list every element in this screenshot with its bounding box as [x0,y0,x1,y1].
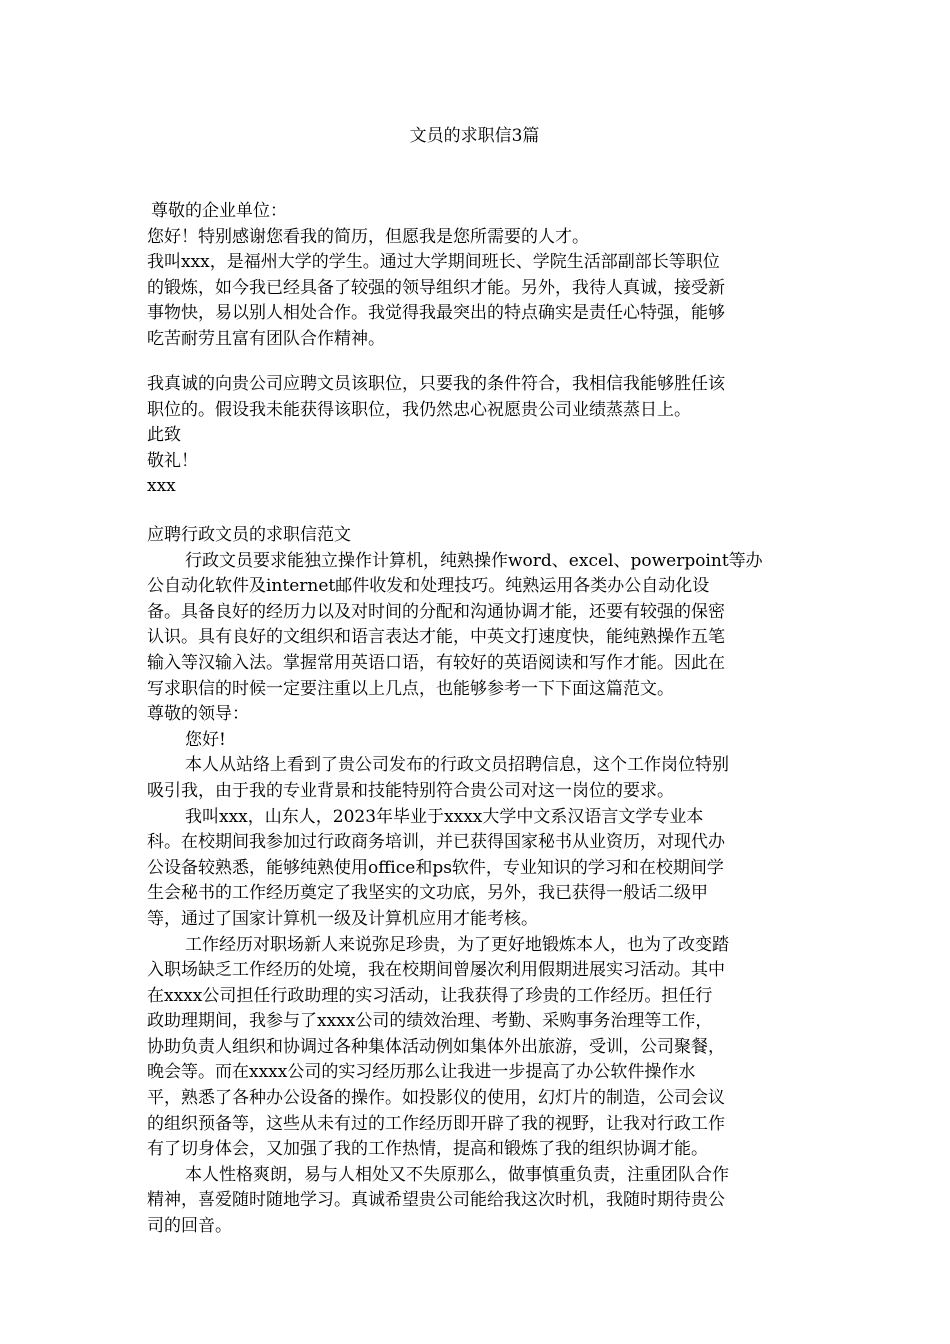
letter1-closing: 敬礼！ [147,450,198,471]
letter2-greeting: 您好! [185,729,226,750]
letter2-intro-line: 输入等汉输入法。掌握常用英语口语，有较好的英语阅读和写作才能。因此在 [147,652,725,673]
letter2-p4-line: 司的回音。 [147,1216,232,1237]
letter1 [147,199,802,353]
letter2-p2-line: 科。在校期间我参加过行政商务培训，并已获得国家秘书从业资历，对现代办 [147,832,725,853]
letter1-body-end [147,372,802,500]
letter2-p2-line: 公设备较熟悉，能够纯熟使用office和ps软件，专业知识的学习和在校期间学 [147,857,724,878]
letter2-intro-line: 认识。具有良好的文组织和语言表达才能，中英文打速度快，能纯熟操作五笔 [147,627,725,648]
letter2-p2-line: 我叫xxx，山东人，2023年毕业于xxxx大学中文系汉语言文学专业本 [185,806,704,827]
letter2-p3-line: 平，熟悉了各种办公设备的操作。如投影仪的使用，幻灯片的制造，公司会议 [147,1088,725,1109]
letter1-para2-line: 职位的。假设我未能获得该职位，我仍然忠心祝愿贵公司业绩蒸蒸日上。 [147,399,691,420]
letter2-p4-line: 本人性格爽朗，易与人相处又不失原那么，做事慎重负责，注重团队合作 [185,1164,729,1185]
letter2-salutation: 尊敬的领导： [147,704,249,725]
letter2-p1-line: 吸引我，由于我的专业背景和技能特别符合贵公司对这一岗位的要求。 [147,780,674,801]
letter2-intro-line: 公自动化软件及internet邮件收发和处理技巧。纯熟运用各类办公自动化设 [147,576,710,597]
letter2-p1-line: 本人从站络上看到了贵公司发布的行政文员招聘信息，这个工作岗位特别 [185,755,729,776]
letter1-salutation: 尊敬的企业单位： [151,201,287,221]
letter2-p3-line: 晚会等。而在xxxx公司的实习经历那么让我进一步提高了办公软件操作水 [147,1062,696,1083]
letter2-intro-line: 写求职信的时候一定要注重以上几点，也能够参考一下下面这篇范文。 [147,678,674,699]
letter1-signature: xxx [147,476,176,497]
letter2 [147,523,802,1240]
letter2-p3-line: 在xxxx公司担任行政助理的实习活动，让我获得了珍贵的工作经历。担任行 [147,985,713,1006]
letter2-p3-line: 的组织预备等，这些从未有过的工作经历即开辟了我的视野，让我对行政工作 [147,1113,725,1134]
letter1-para1-line: 事物快，易以别人相处合作。我觉得我最突出的特点确实是责任心特强，能够 [147,303,725,324]
letter1-para1-line: 我叫xxx，是福州大学的学生。通过大学期间班长、学院生活部副部长等职位 [147,252,720,273]
letter1-para1-line: 的锻炼，如今我已经具备了较强的领导组织才能。另外，我待人真诚，接受新 [147,277,725,298]
letter2-p3-line: 工作经历对职场新人来说弥足珍贵，为了更好地锻炼本人，也为了改变踏 [185,934,729,955]
letter2-p3-line: 入职场缺乏工作经历的处境，我在校期间曾屡次利用假期进展实习活动。其中 [147,960,725,981]
letter2-p2-line: 等，通过了国家计算机一级及计算机应用才能考核。 [147,908,538,929]
letter2-heading: 应聘行政文员的求职信范文 [147,525,351,545]
letter1-para1-line: 吃苦耐劳且富有团队合作精神。 [147,328,385,349]
letter2-intro-line: 备。具备良好的经历力以及对时间的分配和沟通协调才能，还要有较强的保密 [147,601,725,622]
letter2-p3-line: 协助负责人组织和协调过各种集体活动例如集体外出旅游，受训，公司聚餐， [147,1036,725,1057]
letter2-p2-line: 生会秘书的工作经历奠定了我坚实的文功底，另外，我已获得一般话二级甲 [147,883,708,904]
letter2-intro-line: 行政文员要求能独立操作计算机，纯熟操作word、excel、powerpoint等办 [185,550,763,571]
letter1-para2-line: 我真诚的向贵公司应聘文员该职位，只要我的条件符合，我相信我能够胜任该 [147,374,725,394]
letter2-p4-line: 精神，喜爱随时随地学习。真诚希望贵公司能给我这次时机，我随时期待贵公 [147,1190,725,1211]
letter2-p3-line: 政助理期间，我参与了xxxx公司的绩效治理、考勤、采购事务治理等工作， [147,1011,713,1032]
letter1-closing: 此致 [147,425,181,446]
document-title: 文员的求职信3篇 [409,126,540,146]
letter2-p3-line: 有了切身体会，又加强了我的工作热情，提高和锻炼了我的组织协调才能。 [147,1139,708,1160]
letter1-greeting: 您好！特别感谢您看我的简历，但愿我是您所需要的人才。 [147,226,589,247]
